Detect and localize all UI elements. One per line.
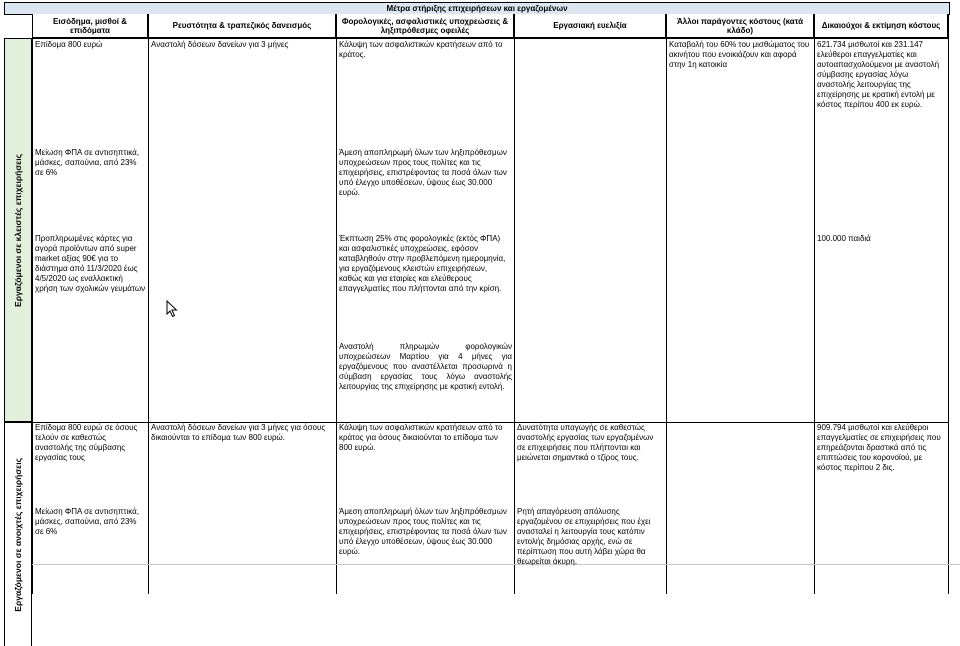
grid-line (32, 564, 960, 565)
grid-line (948, 14, 949, 594)
row-label-closed-businesses[interactable] (4, 38, 32, 422)
grid-line (666, 14, 667, 594)
cell-tax-1[interactable]: Κάλυψη των ασφαλιστικών κρατήσεων από το κράτος. (339, 40, 503, 59)
cell-other-costs-1[interactable]: Καταβολή του 60% του μισθώματος του ακινήτου που ενοικιάζουν και αφορά στην 1η κατοικία (669, 40, 810, 69)
column-header-income[interactable]: Εισόδημα, μισθοί & επιδόματα (32, 14, 148, 38)
cell-beneficiaries-1[interactable]: 621.734 μισθωτοί και 231.147 ελεύθεροι επαγγελματίες και αυτοαπασχολούμενοι με αναστολή σύμβασης εργασίας λόγω αναστολής λειτουργίας της επιχείρησης με κρατική εντολή με κόστος περίπου 400 εκ ευρώ. (817, 40, 940, 109)
cell-beneficiaries-3[interactable]: 909.794 μισθωτοί και ελεύθεροι επαγγελματίες σε επιχειρήσεις που επηρεάζονται δραστικά από τις επιπτώσεις του κορονοϊού, με κόστος περίπου 2 δις. (817, 423, 941, 472)
cell-beneficiaries-2[interactable]: 100.000 παιδιά (817, 234, 871, 243)
column-header-tax[interactable]: Φορολογικές, ασφαλιστικές υποχρεώσεις & ληξιπρόθεσμες οφειλές (336, 14, 514, 38)
cell-income-1[interactable]: Επίδομα 800 ευρώ (35, 40, 103, 49)
cell-tax-2[interactable]: Άμεση αποπληρωμή όλων των ληξιπρόθεσμων υποχρεώσεων προς τους πολίτες και τις επιχειρήσεις, επιστρέφοντας τα ποσά όλων των υπό έλεγχο υποθέσεων, ύψους έως 30.000 ευρώ. (339, 148, 507, 197)
cell-flexibility-1[interactable]: Δυνατότητα υπαγωγής σε καθεστώς αναστολής εργασίας των εργαζομένων σε επιχειρήσεις που πλήττονται και μειώνεται σημαντικά ο τζίρος τους. (517, 423, 654, 462)
column-header-liquidity[interactable]: Ρευστότητα & τραπεζικός δανεισμός (148, 14, 336, 38)
cell-tax-4[interactable]: Αναστολή πληρωμών φορολογικών υποχρεώσεων Μαρτίου για 4 μήνες για εργαζόμενους που αναστέλλεται προσωρινά η σύμβαση εργασίας τους λόγω αναστολής λειτουργίας της επιχείρησης με κρατική εντολή. (339, 342, 512, 391)
cell-income-4[interactable]: Επίδομα 800 ευρώ σε όσους τελούν σε καθεστώς αναστολής της σύμβασης εργασίας τους (35, 423, 138, 462)
grid-line (4, 38, 949, 39)
column-header-flexibility[interactable]: Εργασιακή ευελιξία (514, 14, 666, 38)
grid-line (148, 14, 149, 594)
cell-income-3[interactable]: Προπληρωμένες κάρτες για αγορά προϊόντων από super market αξίας 90€ για το διάστημα από 11/3/2020 έως 4/5/2020 ως εναλλακτική χρήση των σχολικών γευμάτων (35, 234, 146, 293)
cell-tax-3[interactable]: Έκπτωση 25% στις φορολογικές (εκτός ΦΠΑ) και ασφαλιστικές υποχρεώσεις, εφόσον καταβληθούν στην προβλεπόμενη ημερομηνία, για εργαζόμενους κλειστών επιχειρήσεων, καθώς και για εταιρίες και ελεύθερους επαγγελματίες που πλήττονται από την κρίση. (339, 234, 506, 293)
row-label-text: Εργαζόμενοι σε κλειστές επιχειρήσεις (13, 153, 23, 307)
mouse-pointer-icon (166, 300, 178, 318)
cell-liquidity-2[interactable]: Αναστολή δόσεων δανείων για 3 μήνες για όσους δικαιούνται το επίδομα των 800 ευρώ. (151, 423, 326, 442)
row-label-text: Εργαζόμενοι σε ανοιχτές επιχειρήσεις (13, 457, 23, 612)
table-title: Μέτρα στήριξης επιχειρήσεων και εργαζομένων (4, 2, 950, 15)
cell-income-5[interactable]: Μείωση ΦΠΑ σε αντισηπτικά, μάσκες, σαπούνια, από 23% σε 6% (35, 507, 140, 536)
column-header-beneficiaries[interactable]: Δικαιούχοι & εκτίμηση κόστους (814, 14, 948, 38)
cell-liquidity-1[interactable]: Αναστολή δόσεων δανείων για 3 μήνες (151, 40, 289, 49)
cell-flexibility-2[interactable]: Ρητή απαγόρευση απόλυσης εργαζομένου σε επιχειρήσεις που έχει ανασταλεί η λειτουργία τους κατόπιν εντολής δημόσιας αρχής, ενώ σε περίπτωση που αυτή λάβει χώρα θα θεωρείται άκυρη. (517, 507, 651, 566)
row-label-open-businesses[interactable] (4, 422, 32, 646)
cell-income-2[interactable]: Μείωση ΦΠΑ σε αντισηπτικά, μάσκες, σαπούνια, από 23% σε 6% (35, 148, 140, 177)
cell-tax-5[interactable]: Κάλυψη των ασφαλιστικών κρατήσεων από το κράτος για όσους δικαιούνται το επίδομα των 800 ευρώ. (339, 423, 503, 452)
column-header-other-costs[interactable]: Άλλοι παράγοντες κόστους (κατά κλάδο) (666, 14, 814, 38)
cell-tax-6[interactable]: Άμεση αποπληρωμή όλων των ληξιπρόθεσμων υποχρεώσεων προς τους πολίτες και τις επιχειρήσεις, επιστρέφοντας τα ποσά όλων των υπό έλεγχο υποθέσεων, ύψους έως 30.000 ευρώ. (339, 507, 507, 556)
